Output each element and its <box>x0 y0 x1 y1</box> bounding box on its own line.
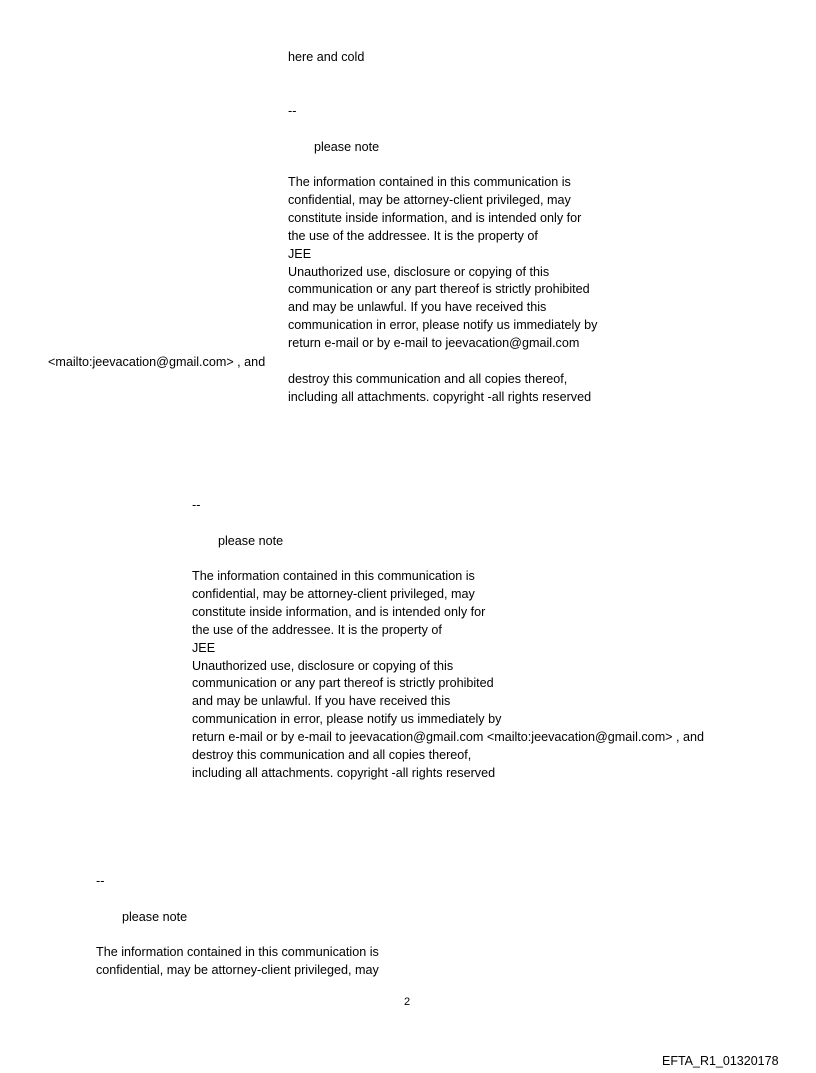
disclaimer-line: communication or any part thereof is strictly prohibited <box>192 676 494 691</box>
separator-dashes: -- <box>192 498 201 512</box>
disclaimer-body <box>192 568 704 783</box>
disclaimer-body <box>288 174 597 353</box>
disclaimer-line: JEE <box>192 640 216 655</box>
disclaimer-line: communication in error, please notify us immediately by <box>192 712 502 727</box>
disclaimer-line: Unauthorized use, disclosure or copying of this <box>288 264 550 279</box>
disclaimer-line: the use of the addressee. It is the property of <box>288 228 538 243</box>
disclaimer-body <box>96 944 379 980</box>
disclaimer-line: destroy this communication and all copies thereof, <box>192 748 472 763</box>
page-number: 2 <box>404 996 411 1008</box>
note-heading: please note <box>122 910 188 924</box>
mailto-link[interactable]: <mailto:jeevacation@gmail.com> , and <box>48 355 266 369</box>
disclaimer-line: JEE <box>288 246 312 261</box>
intro-text: here and cold <box>288 50 365 64</box>
disclaimer-line: communication or any part thereof is strictly prohibited <box>288 282 590 297</box>
disclaimer-line: the use of the addressee. It is the property of <box>192 622 442 637</box>
disclaimer-line: destroy this communication and all copies thereof, <box>288 372 568 386</box>
separator-dashes: -- <box>96 874 105 888</box>
note-heading: please note <box>218 534 284 548</box>
disclaimer-line: confidential, may be attorney-client privileged, may <box>288 192 571 207</box>
bates-id: EFTA_R1_01320178 <box>662 1054 779 1068</box>
disclaimer-line: return e-mail or by e-mail to jeevacation@gmail.com <mailto:jeevacation@gmail.com> , and <box>192 730 705 745</box>
disclaimer-line: The information contained in this communication is <box>192 569 475 583</box>
disclaimer-line: including all attachments. copyright -all rights reserved <box>192 765 496 780</box>
note-heading: please note <box>314 140 380 154</box>
disclaimer-line: confidential, may be attorney-client privileged, may <box>192 586 475 601</box>
disclaimer-tail <box>288 371 591 407</box>
disclaimer-line: return e-mail or by e-mail to jeevacation@gmail.com <box>288 336 580 351</box>
disclaimer-line: constitute inside information, and is intended only for <box>288 210 582 225</box>
disclaimer-line: The information contained in this communication is <box>96 945 379 959</box>
disclaimer-line: and may be unlawful. If you have received this <box>288 300 547 315</box>
disclaimer-line: including all attachments. copyright -all rights reserved <box>288 389 592 404</box>
disclaimer-line: Unauthorized use, disclosure or copying of this <box>192 658 454 673</box>
disclaimer-line: confidential, may be attorney-client privileged, may <box>96 962 379 977</box>
disclaimer-line: The information contained in this communication is <box>288 175 571 189</box>
disclaimer-line: communication in error, please notify us immediately by <box>288 318 598 333</box>
disclaimer-line: constitute inside information, and is intended only for <box>192 604 486 619</box>
separator-dashes: -- <box>288 104 297 118</box>
disclaimer-line: and may be unlawful. If you have received this <box>192 694 451 709</box>
